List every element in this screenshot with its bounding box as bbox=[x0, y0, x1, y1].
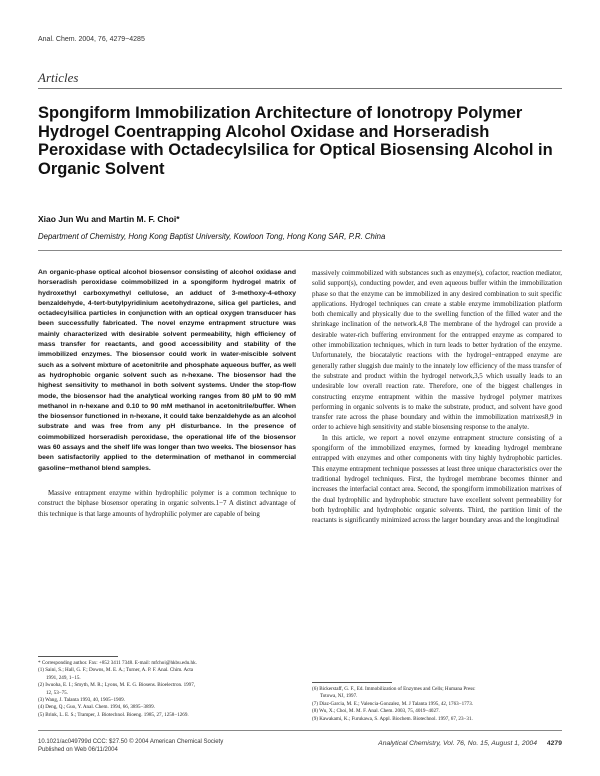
published-line: Published on Web 06/11/2004 bbox=[38, 747, 118, 753]
footnote: * Corresponding author. Fax: +852 3411 7348. E-mail: mfchoi@hkbu.edu.hk. bbox=[38, 660, 197, 666]
footnote: (4) Deng, Q.; Guo, Y. Anal. Chem. 1994, 66, 3895−3899. bbox=[38, 704, 155, 711]
footer-journal-info bbox=[378, 740, 562, 747]
affiliation: Department of Chemistry, Hong Kong Baptist University, Kowloon Tong, Hong Kong SAR, P.R. China bbox=[38, 232, 386, 241]
left-column bbox=[38, 268, 296, 519]
footnote: (2) Iwuoha, E. I.; Smyth, M. R.; Lyons, M. E. G. Biosens. Bioelectron. 1997, bbox=[38, 682, 196, 689]
footnote: 1991, 249, 1−15. bbox=[46, 674, 81, 681]
section-label: Articles bbox=[38, 70, 79, 85]
footnote-rule-left bbox=[38, 656, 118, 657]
footnote: (5) Brink, L. E. S.; Tramper, J. Biotechnol. Bioeng. 1985, 27, 1258−1269. bbox=[38, 711, 189, 718]
footnote: (6) Bickerstaff, G. F., Ed. Immobilization of Enzymes and Cells; Humana Press: bbox=[312, 686, 476, 692]
footer-rule bbox=[38, 730, 562, 731]
footnote: (9) Kawakami, K.; Furukawa, S. Appl. Biochem. Biotechnol. 1997, 67, 23−31. bbox=[312, 715, 473, 722]
footnote: (7) Diaz-Garcia, M. E.; Valencia-Gonzalez, M. J Talanta 1995, 42, 1763−1773. bbox=[312, 700, 474, 707]
footnote: (3) Wang, J. Talanta 1993, 40, 1905−1909. bbox=[38, 697, 125, 704]
intro-paragraph: Massive entrapment enzyme within hydrophilic polymer is a common technique to construct the biphase biosensor operating in organic solvents.1−7 A distinct advantage of this technique is that large amounts of hydrophilic polymer are capable of being bbox=[38, 488, 296, 518]
footnotes-left bbox=[38, 660, 296, 719]
abstract: An organic-phase optical alcohol biosensor consisting of alcohol oxidase and horseradish peroxidase coimmobilized in a spongiform hydrogel matrix of hydroxethyl carboxymethyl cellulose, an adduct of 3-methoxy-4-ethoxy benzaldehyde, 4-tert-butylpyridinium acetohydrazone, silica gel particles, and octadecylsilica particles in conjunction with an optical oxygen transducer has been successfully fabricated. The novel enzyme entrapment structure was mainly characterized with desirable solvent permeability, high efficiency of mass transfer for reactants, and good accessibility and stability of the immobilized enzymes. The biosensor could work in water-miscible solvent such as a solvent mixture of acetonitrile and phosphate aqueous buffer, as well as hydrophobic organic solvent such as n-hexane. The biosensor had the highest sensitivity to methanol in both solvent systems. Under the stop-flow mode, the biosensor had the analytical working ranges from 80 μM to 90 mM methanol in n-hexane and 0.10 to 90 mM methanol in acetonitrile/buffer. When the biosensor functioned in n-hexane, it could take benzaldehyde as an alcohol substrate and was free from any pH disturbance. In the presence of coimmobilized horseradish peroxidase, the operational life of the biosensor was 60 assays and the shelf life was longer than two weeks. The biosensor has been satisfactorily applied to the determination of methanol in commercial gasoline−methanol blend samples. bbox=[38, 269, 296, 472]
footnote: (8) Wu, X.; Choi, M. M. F. Anal. Chem. 2003, 75, 4019−4027. bbox=[312, 708, 440, 715]
footnote: (1) Saini, S.; Hall, G. F.; Downs, M. E. A.; Turner, A. P. F. Anal. Chim. Acta bbox=[38, 667, 194, 674]
footnote: 12, 53−75. bbox=[46, 689, 68, 696]
footnote: Totowa, NJ, 1997. bbox=[320, 693, 358, 700]
journal-reference: Anal. Chem. 2004, 76, 4279−4285 bbox=[38, 36, 145, 43]
page-number: 4279 bbox=[546, 740, 562, 747]
affiliation-rule bbox=[38, 250, 562, 251]
header-rule bbox=[38, 88, 562, 89]
journal-issue: Analytical Chemistry, Vol. 76, No. 15, August 1, 2004 bbox=[378, 740, 537, 747]
article-title: Spongiform Immobilization Architecture of Ionotropy Polymer Hydrogel Coentrapping Alcohol Oxidase and Horseradish Peroxidase with Octadecylsilica for Optical Biosensing Alcohol in Organic Solvent bbox=[38, 104, 553, 178]
footnote-rule-right bbox=[312, 682, 392, 683]
body-paragraph: massively coimmobilized with substances such as enzyme(s), cofactor, reaction mediator, solid support(s), conducting powder, and even aqueous buffer within the immobilization phase so that the enzyme can be immobilized in any desired combination to suit specific applications. Hydrogel techniques can create a stable enzyme immobilization platform both chemically and physically due to the swelling function of the filled water and the shrinkage inclination of the network.4,8 The membrane of the hydrogel can provide a desirable water-rich buffering environment for the entrapped enzyme as compared to other immobilization techniques, which in turn leads to better hydration of the enzyme. Unfortunately, the biocatalytic reactions with the hydrogel−entrapped enzyme are generally rather sluggish due mainly to the innately low efficiency of the mass transfer of the substrate and product within the hydrogel network,3,5 which usually leads to an undesirable low overall reaction rate. Therefore, one of the biggest challenges in constructing enzyme entrapment within the massive hydrogel polymer matrixes performing in organic solvents is to make the substrate, product, and solvent have good transfer rate across the phase boundary and within the immobilization matrixes8,9 in order to achieve high sensitivity and stable biosensing response to the analyte. bbox=[312, 269, 562, 432]
body-paragraph: In this article, we report a novel enzyme entrapment structure consisting of a spongiform of the immobilized enzymes, formed by kneading hydrogel membrane entrapped with enzymes and other components with tiny highly hydrophobic particles. This enzyme entrapment technique possesses at least three unique characteristics over the traditional hydrogel techniques. First, the hydrogel membrane becomes thinner and increases the interfacial contact area. Second, the spongiform immobilization matrixes of the dual hydrophilic and hydrophobic structure have excellent solvent permeability for both hydrophilic and hydrophobic organic solvents. Third, the partition limit of the reactants is significantly minimized across the larger boundary areas and the longitudinal bbox=[312, 433, 562, 525]
right-column bbox=[312, 268, 562, 525]
doi-line: 10.1021/ac049799d CCC: $27.50 © 2004 American Chemical Society bbox=[38, 739, 224, 745]
footnotes-right bbox=[312, 686, 562, 723]
author-list: Xiao Jun Wu and Martin M. F. Choi* bbox=[38, 214, 180, 224]
footer-publication-info bbox=[38, 738, 223, 754]
